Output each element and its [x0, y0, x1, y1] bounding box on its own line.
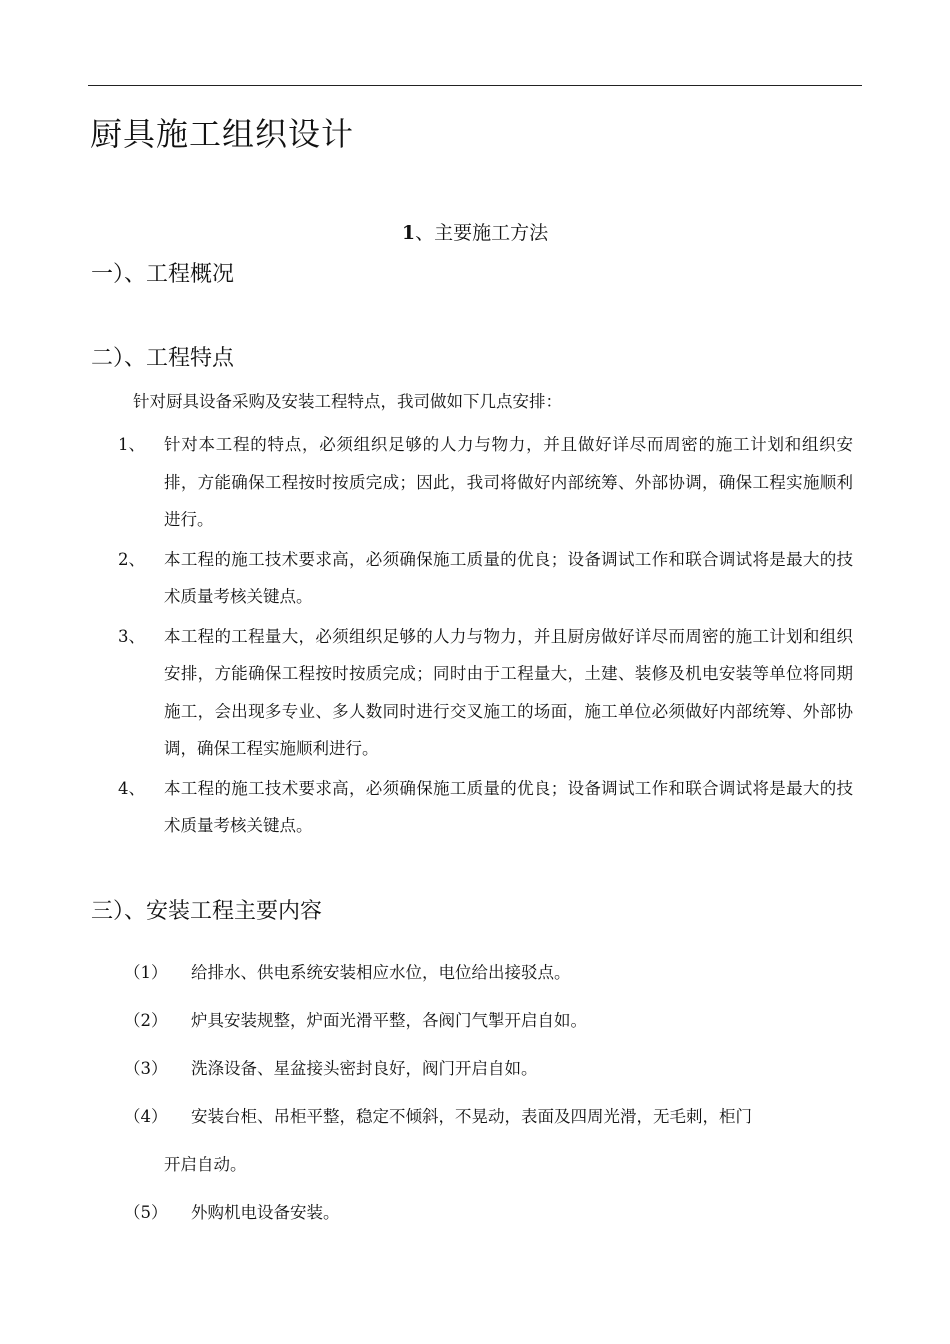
document-title: 厨具施工组织设计: [90, 115, 355, 153]
list-item-text: 给排水、供电系统安装相应水位，电位给出接驳点。: [191, 963, 571, 982]
list-item-number: 4、: [118, 778, 145, 798]
list-item-text: 本工程的施工技术要求高，必须确保施工质量的优良；设备调试工作和联合调试将是最大的技术质量考核关键点。: [164, 549, 853, 606]
list-item-number: （2）: [124, 1011, 168, 1030]
list-item: [118, 541, 853, 616]
list-item-text: 本工程的工程量大，必须组织足够的人力与物力，并且厨房做好详尽而周密的施工计划和组织安排，方能确保工程按时按质完成；同时由于工程量大，土建、装修及机电安装等单位将同期施工，会出现多专业、多人数同时进行交叉施工的场面，施工单位必须做好内部统筹、外部协调，确保工程实施顺利进行。: [164, 626, 853, 758]
heading-installation: 三）、安装工程主要内容: [91, 899, 323, 924]
list-item-text: 外购机电设备安装。: [191, 1203, 340, 1222]
list-item-number: （3）: [124, 1059, 168, 1078]
list-item: [124, 1045, 852, 1093]
list-item-continuation: 开启自动。: [164, 1155, 247, 1174]
section-title: [0, 219, 950, 247]
list-item: [118, 618, 853, 768]
list-item: [124, 949, 852, 997]
list-item: [124, 997, 852, 1045]
list-item-text: 针对本工程的特点，必须组织足够的人力与物力，并且做好详尽而周密的施工计划和组织安排，方能确保工程按时按质完成；因此，我司将做好内部统筹、外部协调，确保工程实施顺利进行。: [164, 435, 853, 529]
heading-features: 二）、工程特点: [91, 346, 235, 371]
list-item-text: 安装台柜、吊柜平整，稳定不倾斜，不晃动，表面及四周光滑，无毛刺，柜门: [191, 1107, 752, 1126]
list-item: [124, 1093, 852, 1189]
features-list: [118, 426, 853, 847]
list-item: [118, 426, 853, 539]
list-item-text: 本工程的施工技术要求高，必须确保施工质量的优良；设备调试工作和联合调试将是最大的技术质量考核关键点。: [164, 778, 853, 835]
list-item-text: 炉具安装规整，炉面光滑平整，各阀门气掣开启自如。: [191, 1011, 587, 1030]
heading-overview: 一）、工程概况: [91, 262, 235, 287]
installation-list: [124, 949, 852, 1237]
section-title-text: 、主要施工方法: [415, 222, 549, 244]
list-item-number: 2、: [118, 549, 145, 569]
list-item: [118, 770, 853, 845]
list-item-number: 1、: [118, 435, 145, 454]
list-item-number: （5）: [124, 1203, 168, 1222]
list-item-number: （1）: [124, 963, 168, 982]
list-item-number: 3、: [118, 626, 145, 646]
section-number: 1: [401, 222, 416, 244]
features-intro: 针对厨具设备采购及安装工程特点，我司做如下几点安排：: [133, 392, 562, 411]
header-rule: [88, 85, 862, 86]
list-item-text: 洗涤设备、星盆接头密封良好，阀门开启自如。: [191, 1059, 538, 1078]
list-item-number: （4）: [124, 1107, 168, 1126]
list-item: [124, 1189, 852, 1237]
